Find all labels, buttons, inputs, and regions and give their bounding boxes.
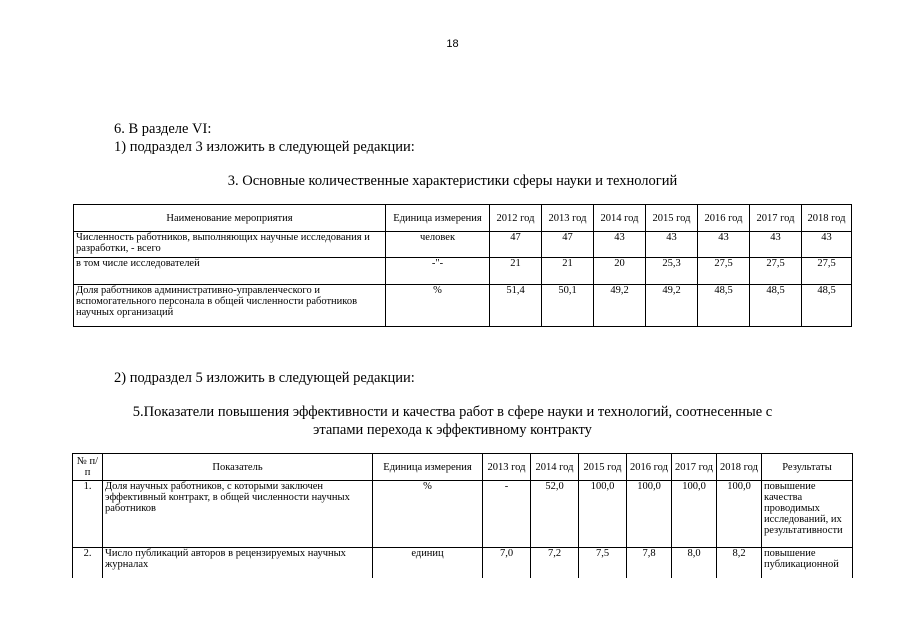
row-value: 47 <box>542 232 594 258</box>
row-value: 8,2 <box>717 548 762 579</box>
section-intro-line1: 6. В разделе VI: <box>114 121 212 137</box>
row-unit: % <box>373 481 483 548</box>
row-value: 50,1 <box>542 285 594 327</box>
table1-header-name: Наименование мероприятия <box>74 205 386 232</box>
row-value: 47 <box>490 232 542 258</box>
row-indicator: Число публикаций авторов в рецензируемых научных журналах <box>103 548 373 579</box>
table2-header-year: 2015 год <box>579 454 627 481</box>
row-value: 48,5 <box>802 285 852 327</box>
row-value: 51,4 <box>490 285 542 327</box>
table-row <box>73 481 853 548</box>
efficiency-indicators-table <box>72 453 853 578</box>
table1-header-year: 2017 год <box>750 205 802 232</box>
row-value: 48,5 <box>698 285 750 327</box>
table2-header-year: 2013 год <box>483 454 531 481</box>
table2-header-year: 2017 год <box>672 454 717 481</box>
row-unit: % <box>386 285 490 327</box>
row-value: 48,5 <box>750 285 802 327</box>
row-value: 21 <box>542 258 594 285</box>
table2-header-year: 2016 год <box>627 454 672 481</box>
table2-header-num: № п/п <box>73 454 103 481</box>
row-value: 25,3 <box>646 258 698 285</box>
row-value: 27,5 <box>802 258 852 285</box>
row-value: 100,0 <box>717 481 762 548</box>
row-name: Численность работников, выполняющих научные исследования и разработки, - всего <box>74 232 386 258</box>
row-value: 100,0 <box>579 481 627 548</box>
row-value: 100,0 <box>627 481 672 548</box>
table1-header-year: 2014 год <box>594 205 646 232</box>
row-value: 100,0 <box>672 481 717 548</box>
row-unit: -"- <box>386 258 490 285</box>
row-value: 49,2 <box>646 285 698 327</box>
row-unit: единиц <box>373 548 483 579</box>
table1-header-year: 2012 год <box>490 205 542 232</box>
row-value: 43 <box>750 232 802 258</box>
row-value: 20 <box>594 258 646 285</box>
row-name: в том числе исследователей <box>74 258 386 285</box>
table2-header-results: Результаты <box>762 454 853 481</box>
table2-title-line1: 5.Показатели повышения эффективности и качества работ в сфере науки и технологий, соотнесенные с <box>132 404 773 420</box>
row-value: 49,2 <box>594 285 646 327</box>
table2-title-line2: этапами перехода к эффективному контракту <box>313 422 592 438</box>
row-num: 2. <box>73 548 103 579</box>
row-value: 43 <box>594 232 646 258</box>
row-result: повышение публикационной <box>762 548 853 579</box>
table1-header-year: 2013 год <box>542 205 594 232</box>
row-name: Доля работников административно-управленческого и вспомогательного персонала в общей численности работников научных организаций <box>74 285 386 327</box>
page-number: 18 <box>446 38 459 50</box>
row-num: 1. <box>73 481 103 548</box>
row-value: 7,0 <box>483 548 531 579</box>
table1-header-year: 2016 год <box>698 205 750 232</box>
row-value: 8,0 <box>672 548 717 579</box>
table2-header-year: 2014 год <box>531 454 579 481</box>
row-value: 7,2 <box>531 548 579 579</box>
row-value: 27,5 <box>698 258 750 285</box>
row-indicator: Доля научных работников, с которыми заключен эффективный контракт, в общей численности научных работников <box>103 481 373 548</box>
row-result: повышение качества проводимых исследований, их результативности <box>762 481 853 548</box>
row-value: 43 <box>646 232 698 258</box>
row-value: 27,5 <box>750 258 802 285</box>
row-value: 7,5 <box>579 548 627 579</box>
subsection2-line: 2) подраздел 5 изложить в следующей редакции: <box>114 370 415 386</box>
table1-header-year: 2018 год <box>802 205 852 232</box>
table2-header-unit: Единица измерения <box>373 454 483 481</box>
row-value: 21 <box>490 258 542 285</box>
table2-header-year: 2018 год <box>717 454 762 481</box>
row-value: - <box>483 481 531 548</box>
row-unit: человек <box>386 232 490 258</box>
row-value: 52,0 <box>531 481 579 548</box>
table1-header-year: 2015 год <box>646 205 698 232</box>
row-value: 7,8 <box>627 548 672 579</box>
row-value: 43 <box>802 232 852 258</box>
row-value: 43 <box>698 232 750 258</box>
table-row <box>73 548 853 579</box>
table2-header-indicator: Показатель <box>103 454 373 481</box>
table2-header-row <box>73 454 853 481</box>
table1-title: 3. Основные количественные характеристики сферы науки и технологий <box>227 173 678 189</box>
table1-header-unit: Единица измерения <box>386 205 490 232</box>
section-intro-line2: 1) подраздел 3 изложить в следующей редакции: <box>114 139 415 155</box>
